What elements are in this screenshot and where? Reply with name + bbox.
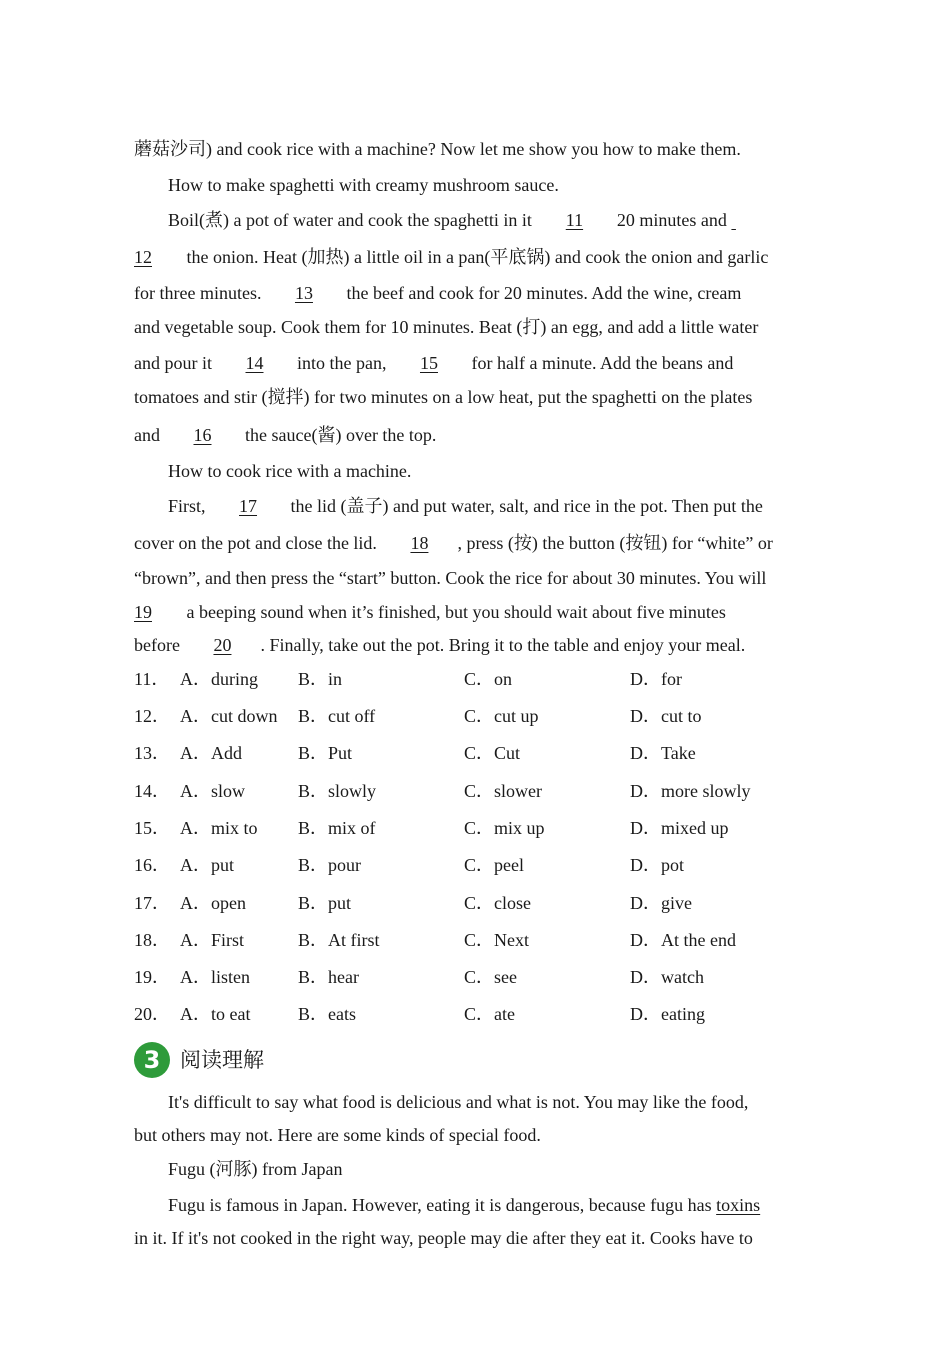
question-number: 16． [134, 855, 170, 875]
question-number: 12． [134, 706, 170, 726]
option-d: D．give [630, 893, 692, 913]
option-b: B．Put [298, 743, 353, 763]
option-a: A．open [180, 893, 246, 913]
question-row [134, 742, 834, 764]
question-row [134, 817, 834, 839]
blank-18: 18 [410, 533, 429, 553]
question-row [134, 929, 834, 951]
passage-line: and pour it 14 into the pan, 15 for half a minute. Add the beans and [134, 353, 734, 373]
option-d: D．Take [630, 743, 696, 763]
question-row [134, 780, 834, 802]
blank-12-start [731, 209, 761, 231]
passage-line: “brown”, and then press the “start” button. Cook the rice for about 30 minutes. You will [134, 568, 767, 588]
question-row [134, 705, 834, 727]
option-d: D．watch [630, 967, 704, 987]
blank-15: 15 [419, 353, 438, 373]
section-number-badge: 3 [134, 1042, 170, 1078]
question-number: 19． [134, 967, 170, 987]
question-number: 11． [134, 669, 170, 689]
passage-subheading: How to cook rice with a machine. [168, 461, 412, 481]
passage-line: and 16 the sauce(酱) over the top. [134, 425, 437, 445]
question-number: 13． [134, 743, 170, 763]
option-b: B．in [298, 669, 343, 689]
option-a: A．mix to [180, 818, 258, 838]
passage-line: 蘑菇沙司) and cook rice with a machine? Now let me show you how to make them. [134, 139, 741, 159]
option-b: B．hear [298, 967, 359, 987]
option-b: B．eats [298, 1004, 356, 1024]
option-c: C．see [464, 967, 517, 987]
blank-20: 20 [213, 635, 232, 655]
underlined-word: toxins [716, 1195, 761, 1215]
option-a: A．to eat [180, 1004, 251, 1024]
question-number: 17． [134, 893, 170, 913]
question-number: 15． [134, 818, 170, 838]
option-d: D．eating [630, 1004, 705, 1024]
option-c: C．peel [464, 855, 524, 875]
option-b: B．pour [298, 855, 361, 875]
option-c: C．on [464, 669, 513, 689]
passage-line: tomatoes and stir (搅拌) for two minutes on a low heat, put the spaghetti on the plates [134, 387, 753, 407]
passage-subheading: How to make spaghetti with creamy mushroom sauce. [168, 175, 559, 195]
blank-13: 13 [294, 283, 313, 303]
passage-subheading: Fugu (河豚) from Japan [168, 1159, 343, 1179]
option-a: A．Add [180, 743, 242, 763]
option-b: B．put [298, 893, 352, 913]
passage-line: 19 a beeping sound when it’s finished, but you should wait about five minutes [134, 602, 726, 622]
option-b: B．mix of [298, 818, 376, 838]
option-d: D．cut to [630, 706, 702, 726]
question-row [134, 668, 834, 690]
passage-line: Fugu is famous in Japan. However, eating it is dangerous, because fugu has toxins [168, 1195, 761, 1215]
option-a: A．during [180, 669, 258, 689]
question-number: 18． [134, 930, 170, 950]
passage-line: cover on the pot and close the lid. 18 , press (按) the button (按钮) for “white” or [134, 533, 773, 553]
passage-line: It's difficult to say what food is delicious and what is not. You may like the food, [168, 1092, 749, 1112]
option-c: C．slower [464, 781, 542, 801]
option-d: D．more slowly [630, 781, 751, 801]
option-d: D．At the end [630, 930, 736, 950]
blank-19: 19 [134, 602, 152, 622]
option-c: C．mix up [464, 818, 545, 838]
passage-line: before 20 . Finally, take out the pot. Bring it to the table and enjoy your meal. [134, 635, 746, 655]
option-b: B．At first [298, 930, 380, 950]
blank-17: 17 [239, 496, 258, 516]
passage-line: Boil(煮) a pot of water and cook the spaghetti in it 11 20 minutes and [168, 209, 761, 231]
question-row [134, 854, 834, 876]
blank-12: 12 [134, 247, 152, 267]
option-a: A．First [180, 930, 245, 950]
option-a: A．listen [180, 967, 250, 987]
option-a: A．slow [180, 781, 246, 801]
option-d: D．pot [630, 855, 684, 875]
option-d: D．mixed up [630, 818, 729, 838]
question-number: 14． [134, 781, 170, 801]
option-b: B．slowly [298, 781, 377, 801]
option-c: C．close [464, 893, 531, 913]
question-row [134, 892, 834, 914]
blank-11: 11 [565, 210, 584, 230]
question-number: 20． [134, 1004, 170, 1024]
passage-line: 12 the onion. Heat (加热) a little oil in a pan(平底锅) and cook the onion and garlic [134, 247, 769, 267]
passage-line: for three minutes. 13 the beef and cook for 20 minutes. Add the wine, cream [134, 283, 742, 303]
passage-line: and vegetable soup. Cook them for 10 minutes. Beat (打) an egg, and add a little water [134, 317, 759, 337]
question-row [134, 1003, 834, 1025]
option-d: D．for [630, 669, 682, 689]
blank-16: 16 [193, 425, 212, 445]
option-b: B．cut off [298, 706, 376, 726]
option-c: C．Cut [464, 743, 521, 763]
question-row [134, 966, 834, 988]
option-c: C．ate [464, 1004, 515, 1024]
option-c: C．Next [464, 930, 529, 950]
option-a: A．put [180, 855, 234, 875]
option-c: C．cut up [464, 706, 539, 726]
passage-line: in it. If it's not cooked in the right way, people may die after they eat it. Cooks have to [134, 1228, 753, 1248]
blank-14: 14 [245, 353, 264, 373]
section-title: 阅读理解 [180, 1048, 264, 1072]
passage-line: First, 17 the lid (盖子) and put water, salt, and rice in the pot. Then put the [168, 496, 763, 516]
option-a: A．cut down [180, 706, 278, 726]
passage-line: but others may not. Here are some kinds of special food. [134, 1125, 541, 1145]
